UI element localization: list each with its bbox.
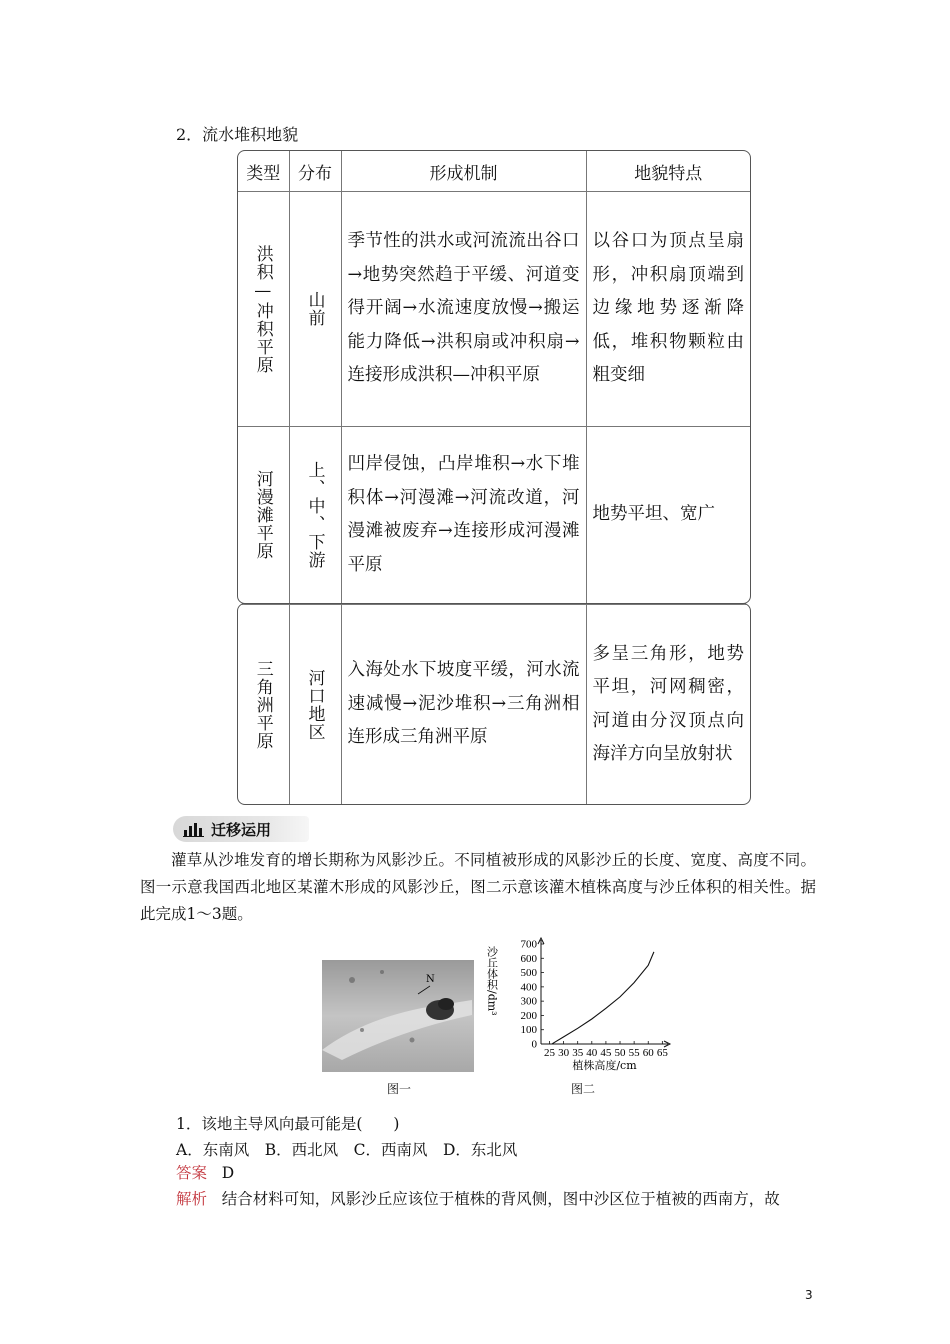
landform-table-continued: [237, 603, 751, 805]
explanation-line: [176, 1187, 816, 1209]
y-tick-label: 200: [520, 1009, 537, 1022]
header-distribution: 分布: [289, 151, 341, 192]
explanation-text: 结合材料可知，风影沙丘应该位于植株的背风侧，图中沙区位于植被的西南方，故: [221, 1190, 780, 1208]
answer-line: [176, 1161, 234, 1183]
row-features: 多呈三角形，地势平坦，河网稠密，河道由分汊顶点向海洋方向呈放射状: [586, 605, 750, 805]
row-type: 河漫滩平原: [252, 470, 273, 560]
landform-table: [237, 150, 751, 604]
page-number: 3: [805, 1288, 813, 1302]
header-features: 地貌特点: [586, 151, 750, 192]
answer-label: 答案: [176, 1164, 208, 1182]
series-line: [552, 952, 654, 1044]
x-tick-label: 65: [656, 1047, 668, 1059]
header-mechanism: 形成机制: [341, 151, 586, 192]
x-tick-label: 55: [628, 1047, 640, 1059]
y-tick-label: 100: [520, 1024, 537, 1037]
y-tick-label: 500: [520, 967, 537, 980]
explanation-label: 解析: [176, 1190, 208, 1208]
section-title: 2．流水堆积地貌: [176, 125, 299, 144]
intro-paragraph: 灌草从沙堆发育的增长期称为风影沙丘。不同植被形成的风影沙丘的长度、宽度、高度不同。图一示意我国西北地区某灌木形成的风影沙丘，图二示意该灌木植株高度与沙丘体积的相关性。据此完成1～3题。: [140, 851, 816, 923]
row-distribution: 上、中、下游: [304, 461, 325, 569]
y-tick-label: 300: [520, 995, 537, 1008]
x-tick-label: 50: [614, 1047, 626, 1059]
section-banner: [173, 816, 309, 842]
row-features: 地势平坦、宽广: [586, 427, 750, 604]
question-1: 1．该地主导风向最可能是( ): [176, 1115, 400, 1133]
y-tick-label: 600: [520, 952, 537, 965]
x-tick-label: 40: [586, 1047, 598, 1059]
row-type: 洪积—冲积平原: [252, 244, 273, 374]
figure1-caption: 图一: [387, 1082, 412, 1096]
row-mechanism: 凹岸侵蚀，凸岸堆积→水下堆积体→河漫滩→河流改道，河漫滩被废弃→连接形成河漫滩平原: [341, 427, 586, 604]
row-type: 三角洲平原: [252, 659, 273, 750]
row-features: 以谷口为顶点呈扇形，冲积扇顶端到边缘地势逐渐降低，堆积物颗粒由粗变细: [586, 192, 750, 427]
volume-height-chart: [478, 934, 678, 1074]
row-mechanism: 季节性的洪水或河流流出谷口→地势突然趋于平缓、河道变得开阔→水流速度放慢→搬运能力降低→洪积扇或冲积扇→连接形成洪积—冲积平原: [341, 192, 586, 427]
banner-label: 迁移运用: [211, 820, 272, 839]
y-tick-label: 0: [531, 1038, 537, 1051]
question-1-options: A．东南风 B．西北风 C．西南风 D．东北风: [176, 1141, 518, 1159]
y-tick-label: 700: [520, 938, 537, 951]
row-distribution: 山前: [304, 291, 325, 327]
y-axis-label: 沙丘体积/dm³: [485, 946, 499, 1016]
row-mechanism: 入海处水下坡度平缓，河水流速减慢→泥沙堆积→三角洲相连形成三角洲平原: [341, 605, 586, 805]
table-row: [238, 192, 750, 427]
answer-value: D: [221, 1164, 235, 1182]
x-tick-label: 25: [543, 1047, 555, 1059]
table-row: [238, 427, 750, 604]
x-tick-label: 45: [600, 1047, 612, 1059]
north-marker: N: [426, 974, 435, 985]
figure2-caption: 图二: [571, 1082, 596, 1096]
bar-chart-icon: [183, 821, 205, 837]
header-type: 类型: [238, 151, 289, 192]
x-tick-label: 30: [558, 1047, 570, 1059]
y-tick-label: 400: [520, 981, 537, 994]
table-row: [238, 605, 750, 805]
dune-photo: [322, 960, 474, 1072]
x-tick-label: 35: [572, 1047, 584, 1059]
table-header-row: [238, 151, 750, 192]
row-distribution: 河口地区: [304, 668, 325, 741]
x-axis-label: 植株高度/cm: [572, 1059, 637, 1072]
x-tick-label: 60: [642, 1047, 654, 1059]
